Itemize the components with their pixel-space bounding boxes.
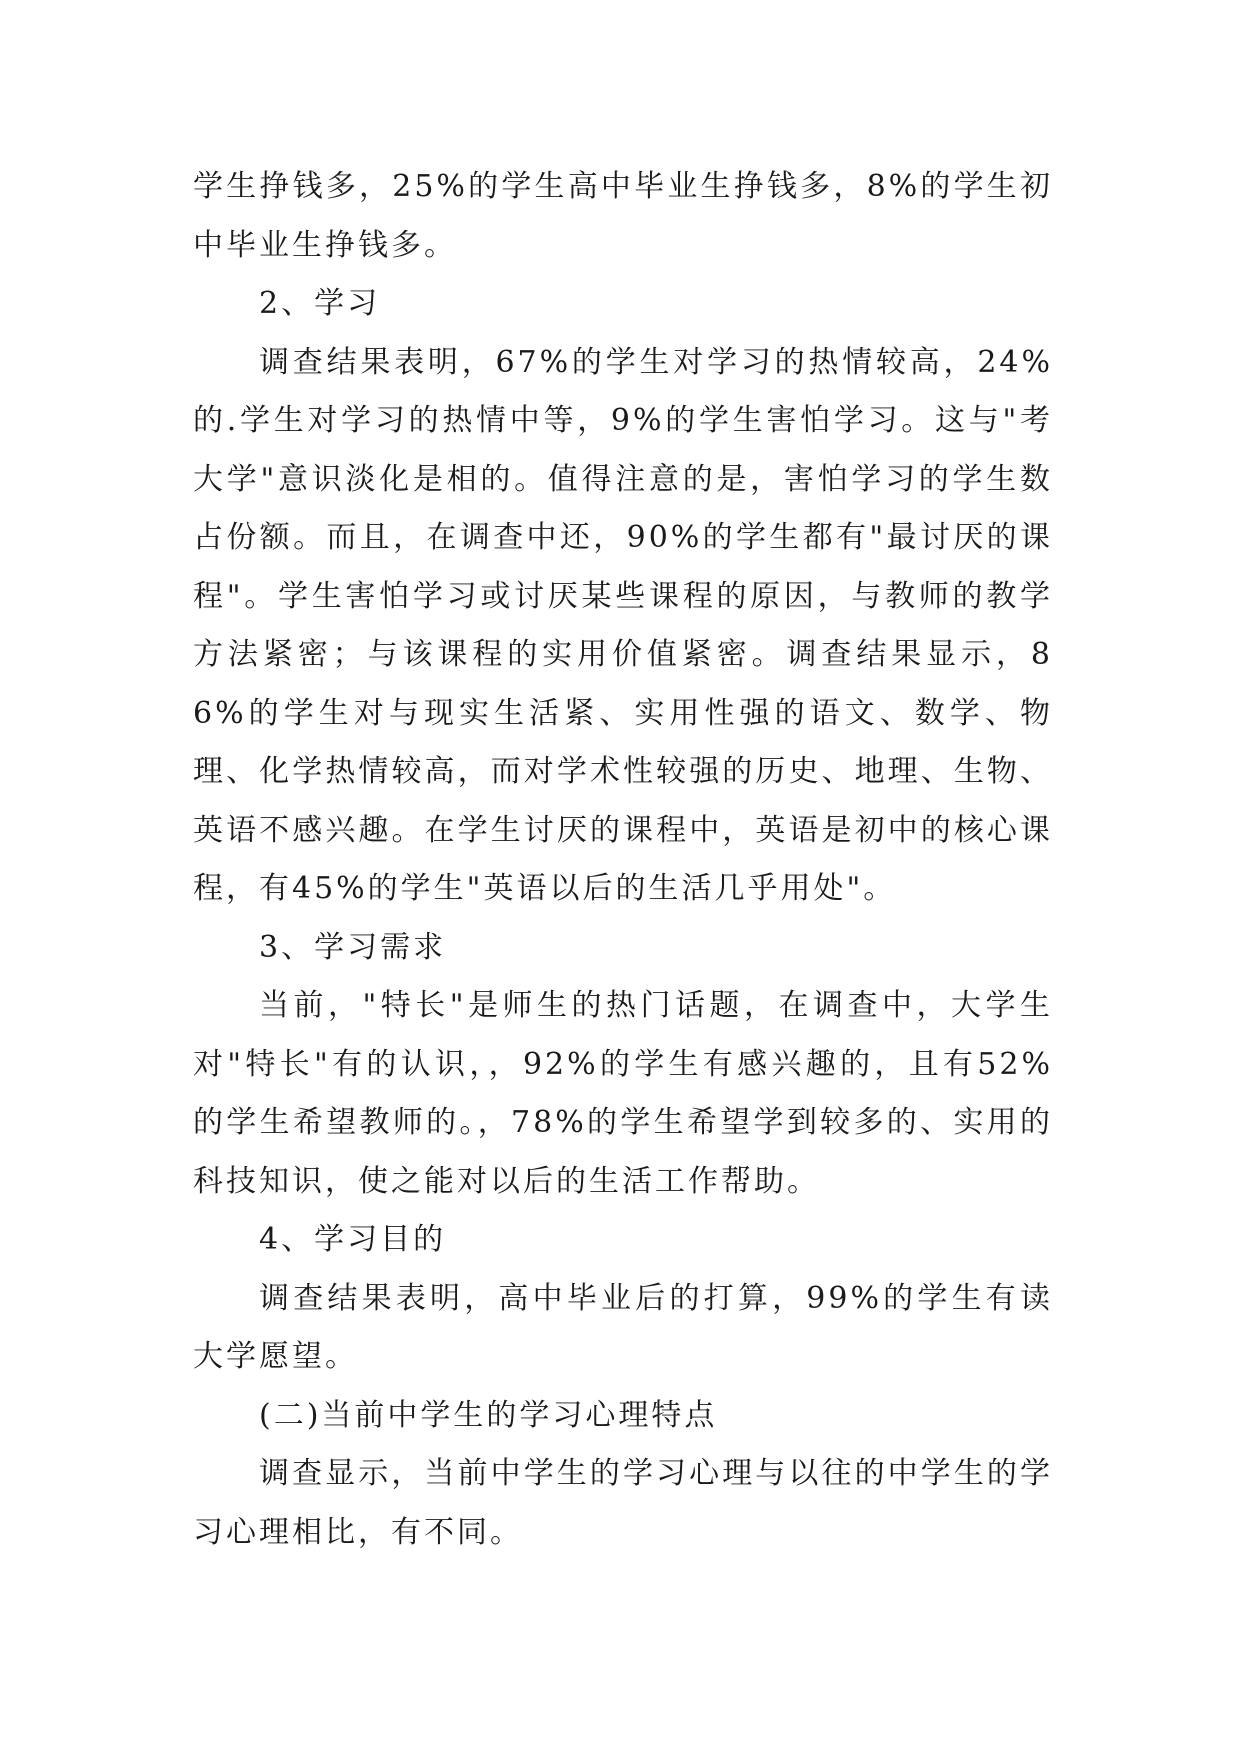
document-page (193, 158, 1053, 1562)
section-heading-study-needs: 3、学习需求 (259, 929, 447, 965)
paragraph-study-needs: 当前，"特长"是师生的热门话题，在调查中，大学生对"特长"有的认识，，92%的学生有感兴趣的，且有52%的学生希望教师的。，78%的学生希望学到较多的、实用的科技知识，使之能对以后的生活工作帮助。 (193, 988, 1053, 1199)
section-heading-study-purpose: 4、学习目的 (259, 1222, 447, 1257)
section-heading-psychology: (二)当前中学生的学习心理特点 (259, 1397, 718, 1433)
paragraph-continuation: 学生挣钱多，25%的学生高中毕业生挣钱多，8%的学生初中毕业生挣钱多。 (193, 169, 1053, 263)
section-heading-study: 2、学习 (259, 286, 381, 321)
paragraph-psychology: 调查显示，当前中学生的学习心理与以往的中学生的学习心理相比，有不同。 (193, 1456, 1053, 1550)
paragraph-study-purpose: 调查结果表明，高中毕业后的打算，99%的学生有读大学愿望。 (193, 1280, 1053, 1374)
paragraph-study-results: 调查结果表明，67%的学生对学习的热情较高，24%的.学生对学习的热情中等，9%的学生害怕学习。这与"考大学"意识淡化是相的。值得注意的是，害怕学习的学生数占份额。而且，在调查中还，90%的学生都有"最讨厌的课程"。学生害怕学习或讨厌某些课程的原因，与教师的教学方法紧密；与该课程的实用价值紧密。调查结果显示，86%的学生对与现实生活紧、实用性强的语文、数学、物理、化学热情较高，而对学术性较强的历史、地理、生物、英语不感兴趣。在学生讨厌的课程中，英语是初中的核心课程，有45%的学生"英语以后的生活几乎用处"。 (193, 344, 1053, 906)
